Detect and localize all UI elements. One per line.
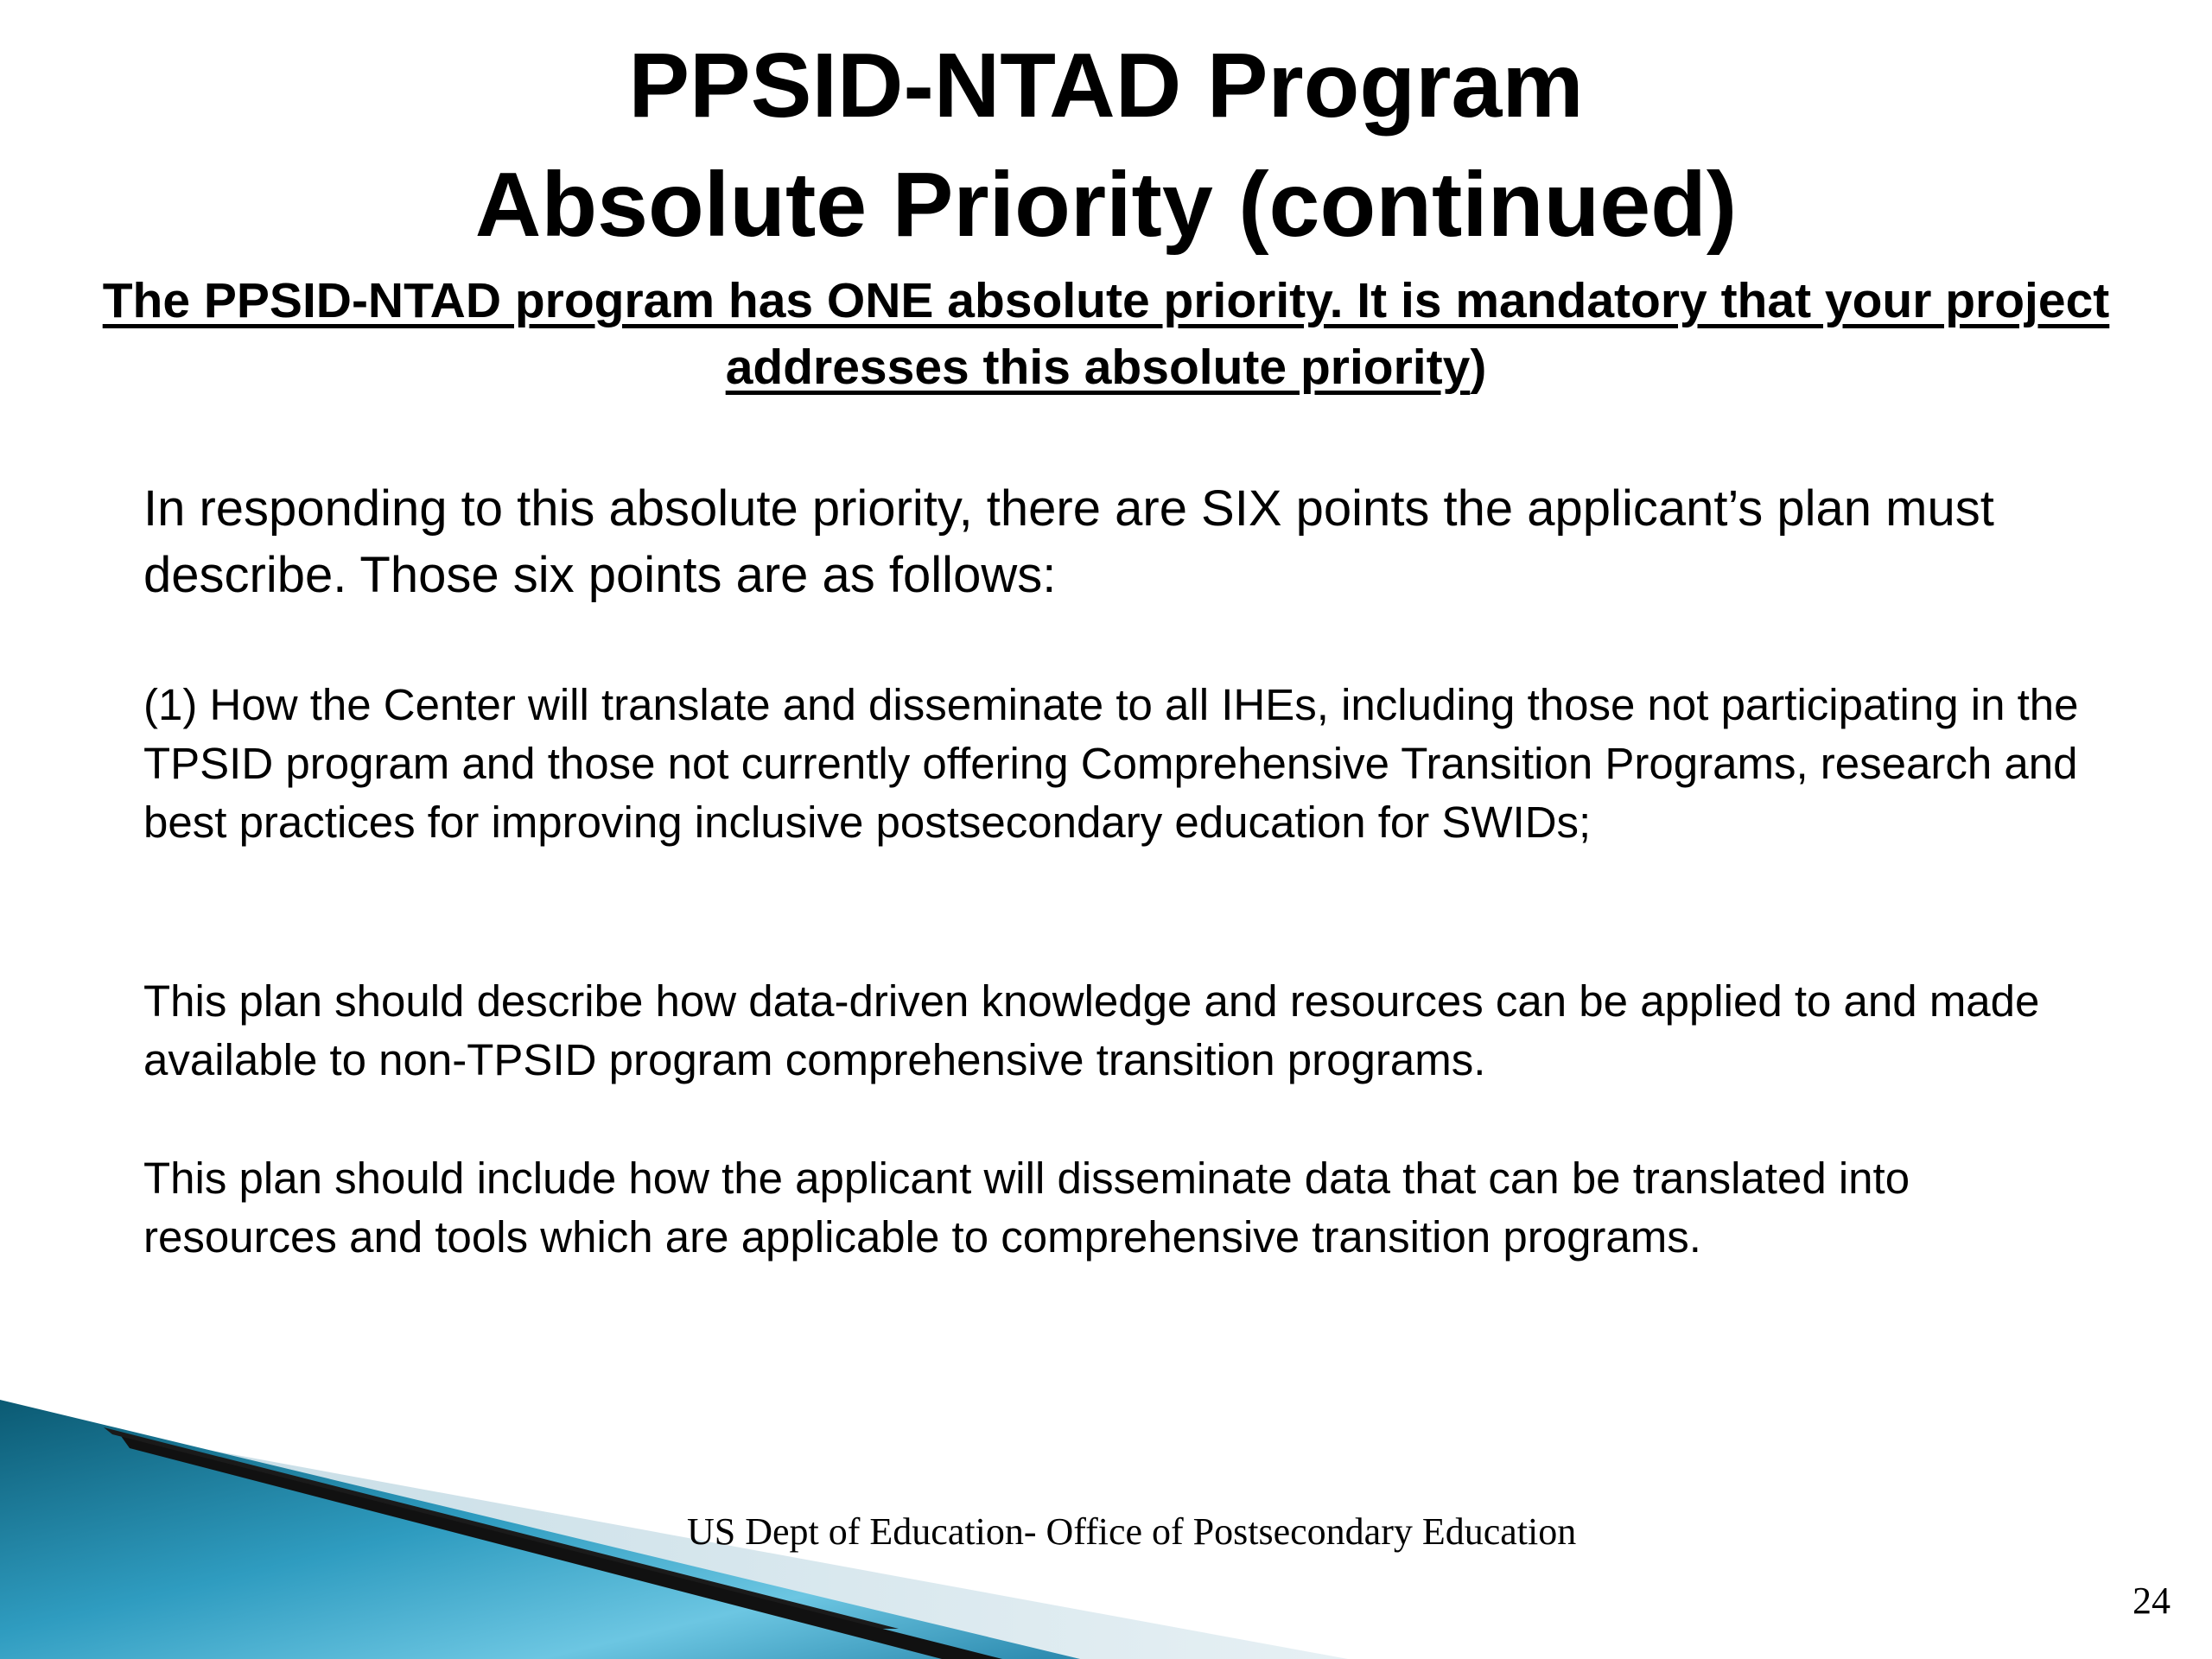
slide-title bbox=[0, 26, 2212, 264]
point-1-paragraph: (1) How the Center will translate and disseminate to all IHEs, including those not participating in the TPSID program and those not currently offering Comprehensive Transition Programs, research and best practices for improving inclusive postsecondary education for SWIDs; bbox=[143, 680, 2079, 847]
subtitle-tail: ) bbox=[1470, 340, 1487, 395]
slide-subtitle bbox=[69, 268, 2143, 401]
slide-title-line1: PPSID-NTAD Program bbox=[628, 35, 1584, 137]
footer-text: US Dept of Education- Office of Postsecondary Education bbox=[687, 1510, 1577, 1553]
page-number: 24 bbox=[2133, 1580, 2171, 1622]
subtitle-underlined-text: The PPSID-NTAD program has ONE absolute priority. It is mandatory that your project addresses this absolute priority bbox=[102, 273, 2110, 395]
plan-dissemination-paragraph: This plan should include how the applicant will disseminate data that can be translated into resources and tools which are applicable to comprehensive transition programs. bbox=[143, 1154, 1910, 1262]
slide-title-line2: Absolute Priority (continued) bbox=[474, 154, 1738, 256]
intro-paragraph: In responding to this absolute priority, there are SIX points the applicant’s plan must describe. Those six points are as follows: bbox=[143, 480, 1994, 603]
plan-description-paragraph: This plan should describe how data-driven knowledge and resources can be applied to and made available to non-TPSID program comprehensive transition programs. bbox=[143, 976, 2040, 1084]
